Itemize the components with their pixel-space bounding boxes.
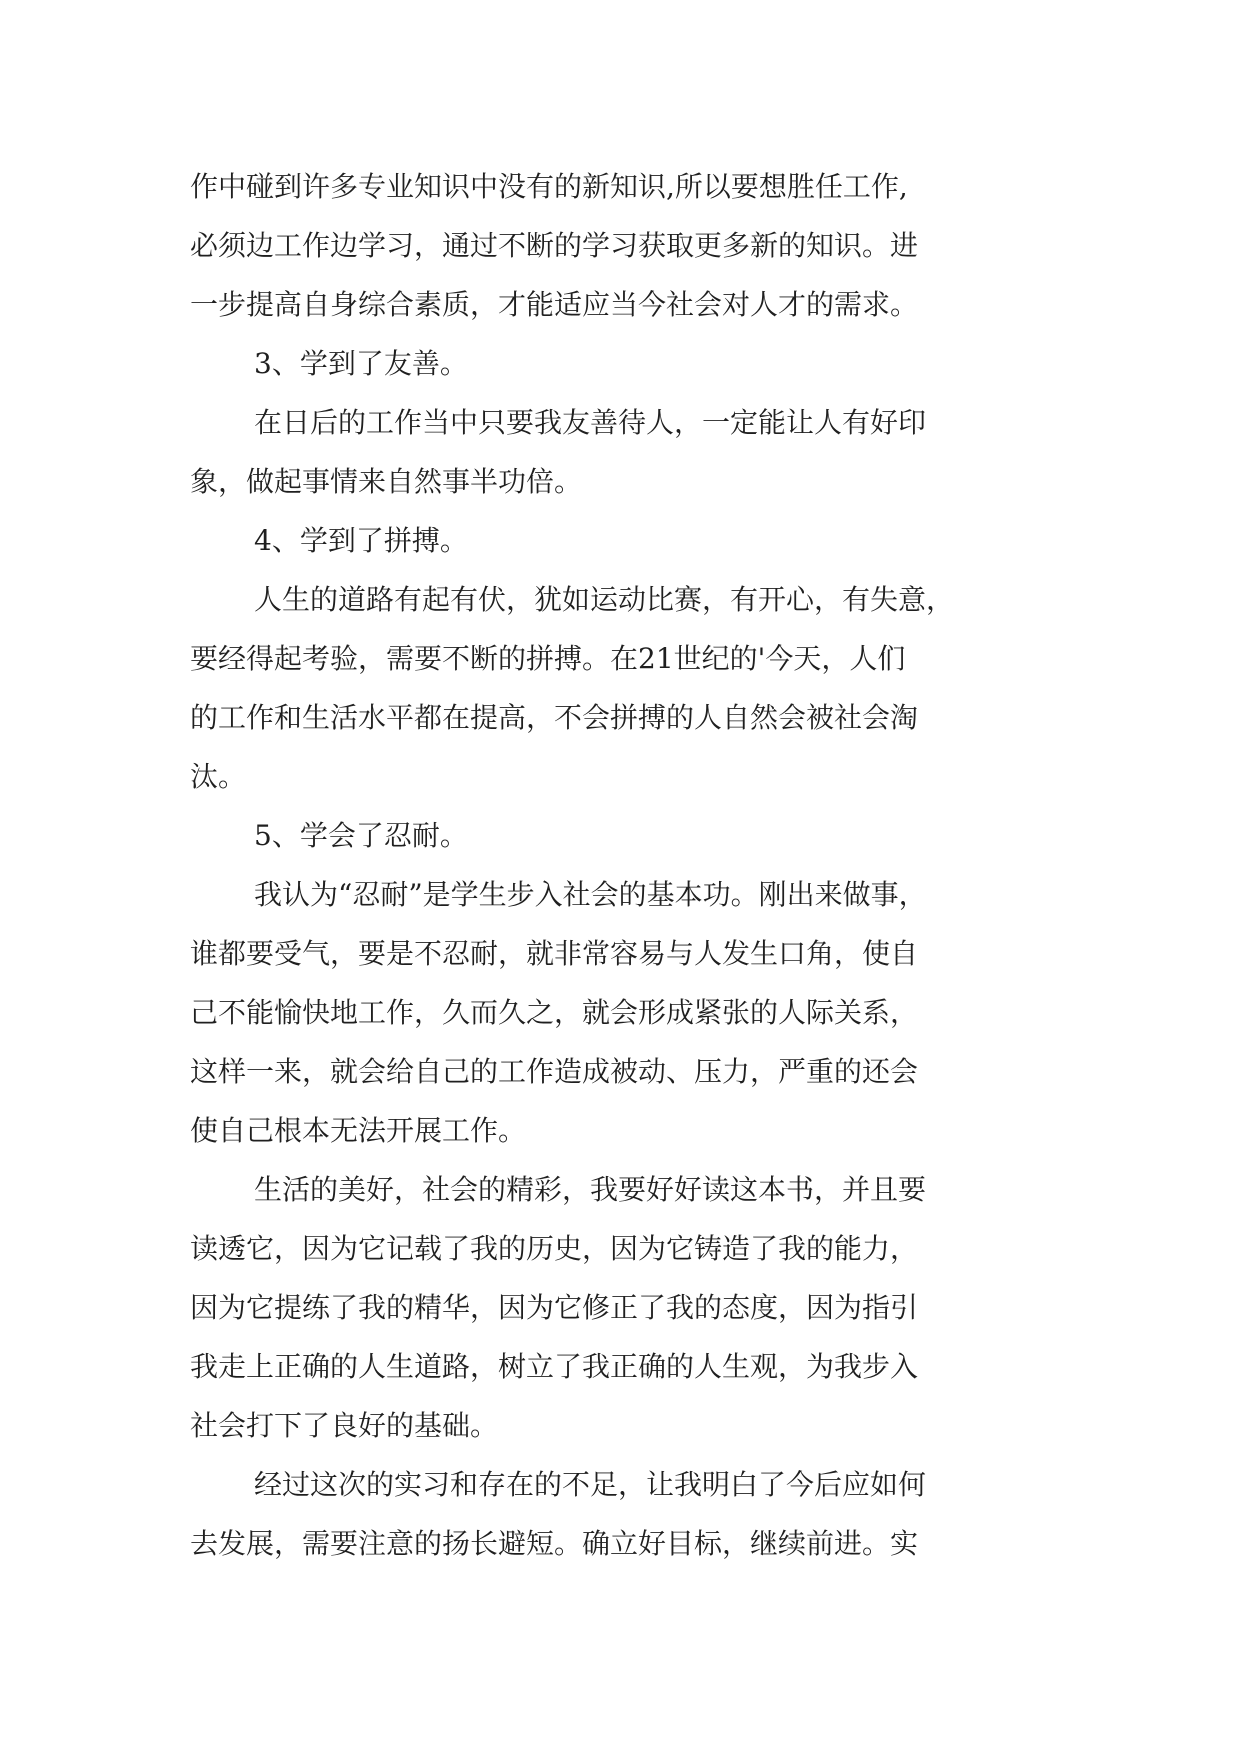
text-line: 一步提高自身综合素质，才能适应当今社会对人才的需求。 <box>190 288 919 321</box>
text-line: 去发展，需要注意的扬长避短。确立好目标，继续前进。实 <box>190 1527 919 1560</box>
text-line: 使自己根本无法开展工作。 <box>190 1114 527 1147</box>
text-line: 必须边工作边学习，通过不断的学习获取更多新的知识。进 <box>190 229 919 262</box>
paragraph-first-line: 经过这次的实习和存在的不足，让我明白了今后应如何 <box>254 1468 927 1501</box>
paragraph-first-line: 在日后的工作当中只要我友善待人，一定能让人有好印 <box>254 406 927 439</box>
text-line: 读透它，因为它记载了我的历史，因为它铸造了我的能力， <box>190 1232 919 1265</box>
text-line: 作中碰到许多专业知识中没有的新知识,所以要想胜任工作, <box>190 170 908 203</box>
text-line: 因为它提练了我的精华，因为它修正了我的态度，因为指引 <box>190 1291 919 1324</box>
paragraph-first-line: 生活的美好，社会的精彩，我要好好读这本书，并且要 <box>254 1173 927 1206</box>
paragraph-first-line: 我认为“忍耐”是学生步入社会的基本功。刚出来做事， <box>254 878 927 911</box>
text-line: 谁都要受气，要是不忍耐，就非常容易与人发生口角，使自 <box>190 937 919 970</box>
text-line: 的工作和生活水平都在提高，不会拼搏的人自然会被社会淘 <box>190 701 919 734</box>
text-line: 象，做起事情来自然事半功倍。 <box>190 465 583 498</box>
text-line: 这样一来，就会给自己的工作造成被动、压力，严重的还会 <box>190 1055 919 1088</box>
list-heading: 4、学到了拼搏。 <box>254 524 468 557</box>
text-line: 要经得起考验，需要不断的拼搏。在21世纪的'今天，人们 <box>190 642 906 675</box>
text-line: 社会打下了良好的基础。 <box>190 1409 499 1442</box>
text-line: 己不能愉快地工作，久而久之，就会形成紧张的人际关系， <box>190 996 919 1029</box>
paragraph-first-line: 人生的道路有起有伏，犹如运动比赛，有开心，有失意， <box>254 583 955 616</box>
list-heading: 3、学到了友善。 <box>254 347 468 380</box>
text-line: 汰。 <box>190 760 247 793</box>
text-line: 我走上正确的人生道路，树立了我正确的人生观，为我步入 <box>190 1350 919 1383</box>
list-heading: 5、学会了忍耐。 <box>254 819 468 852</box>
